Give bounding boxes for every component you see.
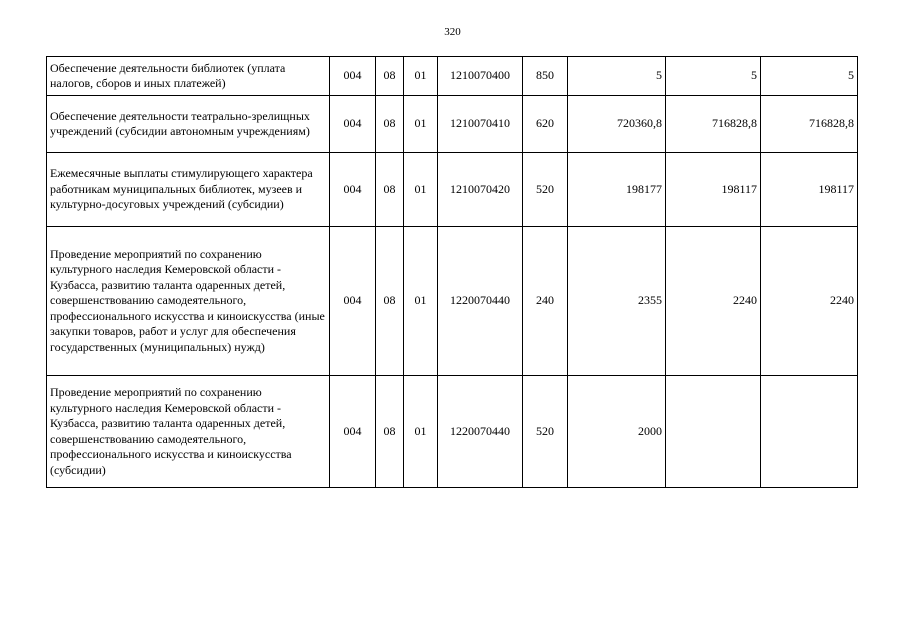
subsection-code: 01 [404, 227, 438, 376]
table-row [47, 153, 858, 227]
amount-cell: 2240 [666, 227, 761, 376]
expense-type-code: 240 [523, 227, 568, 376]
table-row [47, 227, 858, 376]
amount-cell: 5 [761, 57, 858, 96]
row-description: Обеспечение деятельности библиотек (уплата налогов, сборов и иных платежей) [47, 57, 330, 96]
budget-table [46, 56, 858, 488]
expense-type-code: 850 [523, 57, 568, 96]
amount-cell: 2240 [761, 227, 858, 376]
target-article-code: 1220070440 [438, 227, 523, 376]
row-description: Ежемесячные выплаты стимулирующего характера работникам муниципальных библиотек, музеев и культурно-досуговых учреждений (субсидии) [47, 153, 330, 227]
table-row [47, 376, 858, 488]
expense-type-code: 620 [523, 96, 568, 153]
target-article-code: 1210070420 [438, 153, 523, 227]
section-code: 08 [376, 96, 404, 153]
ministry-code: 004 [330, 96, 376, 153]
amount-cell: 198177 [568, 153, 666, 227]
row-description: Проведение мероприятий по сохранению культурного наследия Кемеровской области - Кузбасса, развитию таланта одаренных детей, совершенствованию самодеятельного, профессионального искусства и киноискусства (иные закупки товаров, работ и услуг для обеспечения государственных (муниципальных) нужд) [47, 227, 330, 376]
amount-cell: 716828,8 [666, 96, 761, 153]
target-article-code: 1210070400 [438, 57, 523, 96]
amount-cell: 720360,8 [568, 96, 666, 153]
subsection-code: 01 [404, 376, 438, 488]
expense-type-code: 520 [523, 376, 568, 488]
amount-cell: 2000 [568, 376, 666, 488]
amount-cell: 5 [666, 57, 761, 96]
amount-cell: 716828,8 [761, 96, 858, 153]
ministry-code: 004 [330, 227, 376, 376]
amount-cell: 2355 [568, 227, 666, 376]
subsection-code: 01 [404, 57, 438, 96]
target-article-code: 1220070440 [438, 376, 523, 488]
amount-cell: 5 [568, 57, 666, 96]
ministry-code: 004 [330, 153, 376, 227]
ministry-code: 004 [330, 376, 376, 488]
amount-cell [761, 376, 858, 488]
target-article-code: 1210070410 [438, 96, 523, 153]
table-row [47, 96, 858, 153]
ministry-code: 004 [330, 57, 376, 96]
row-description: Обеспечение деятельности театрально-зрелищных учреждений (субсидии автономным учреждениям) [47, 96, 330, 153]
section-code: 08 [376, 153, 404, 227]
section-code: 08 [376, 57, 404, 96]
page-number: 320 [444, 26, 461, 38]
expense-type-code: 520 [523, 153, 568, 227]
amount-cell: 198117 [666, 153, 761, 227]
amount-cell [666, 376, 761, 488]
subsection-code: 01 [404, 96, 438, 153]
section-code: 08 [376, 227, 404, 376]
row-description: Проведение мероприятий по сохранению культурного наследия Кемеровской области - Кузбасса, развитию таланта одаренных детей, совершенствованию самодеятельного, профессионального искусства и киноискусства (субсидии) [47, 376, 330, 488]
table-row [47, 57, 858, 96]
section-code: 08 [376, 376, 404, 488]
subsection-code: 01 [404, 153, 438, 227]
amount-cell: 198117 [761, 153, 858, 227]
